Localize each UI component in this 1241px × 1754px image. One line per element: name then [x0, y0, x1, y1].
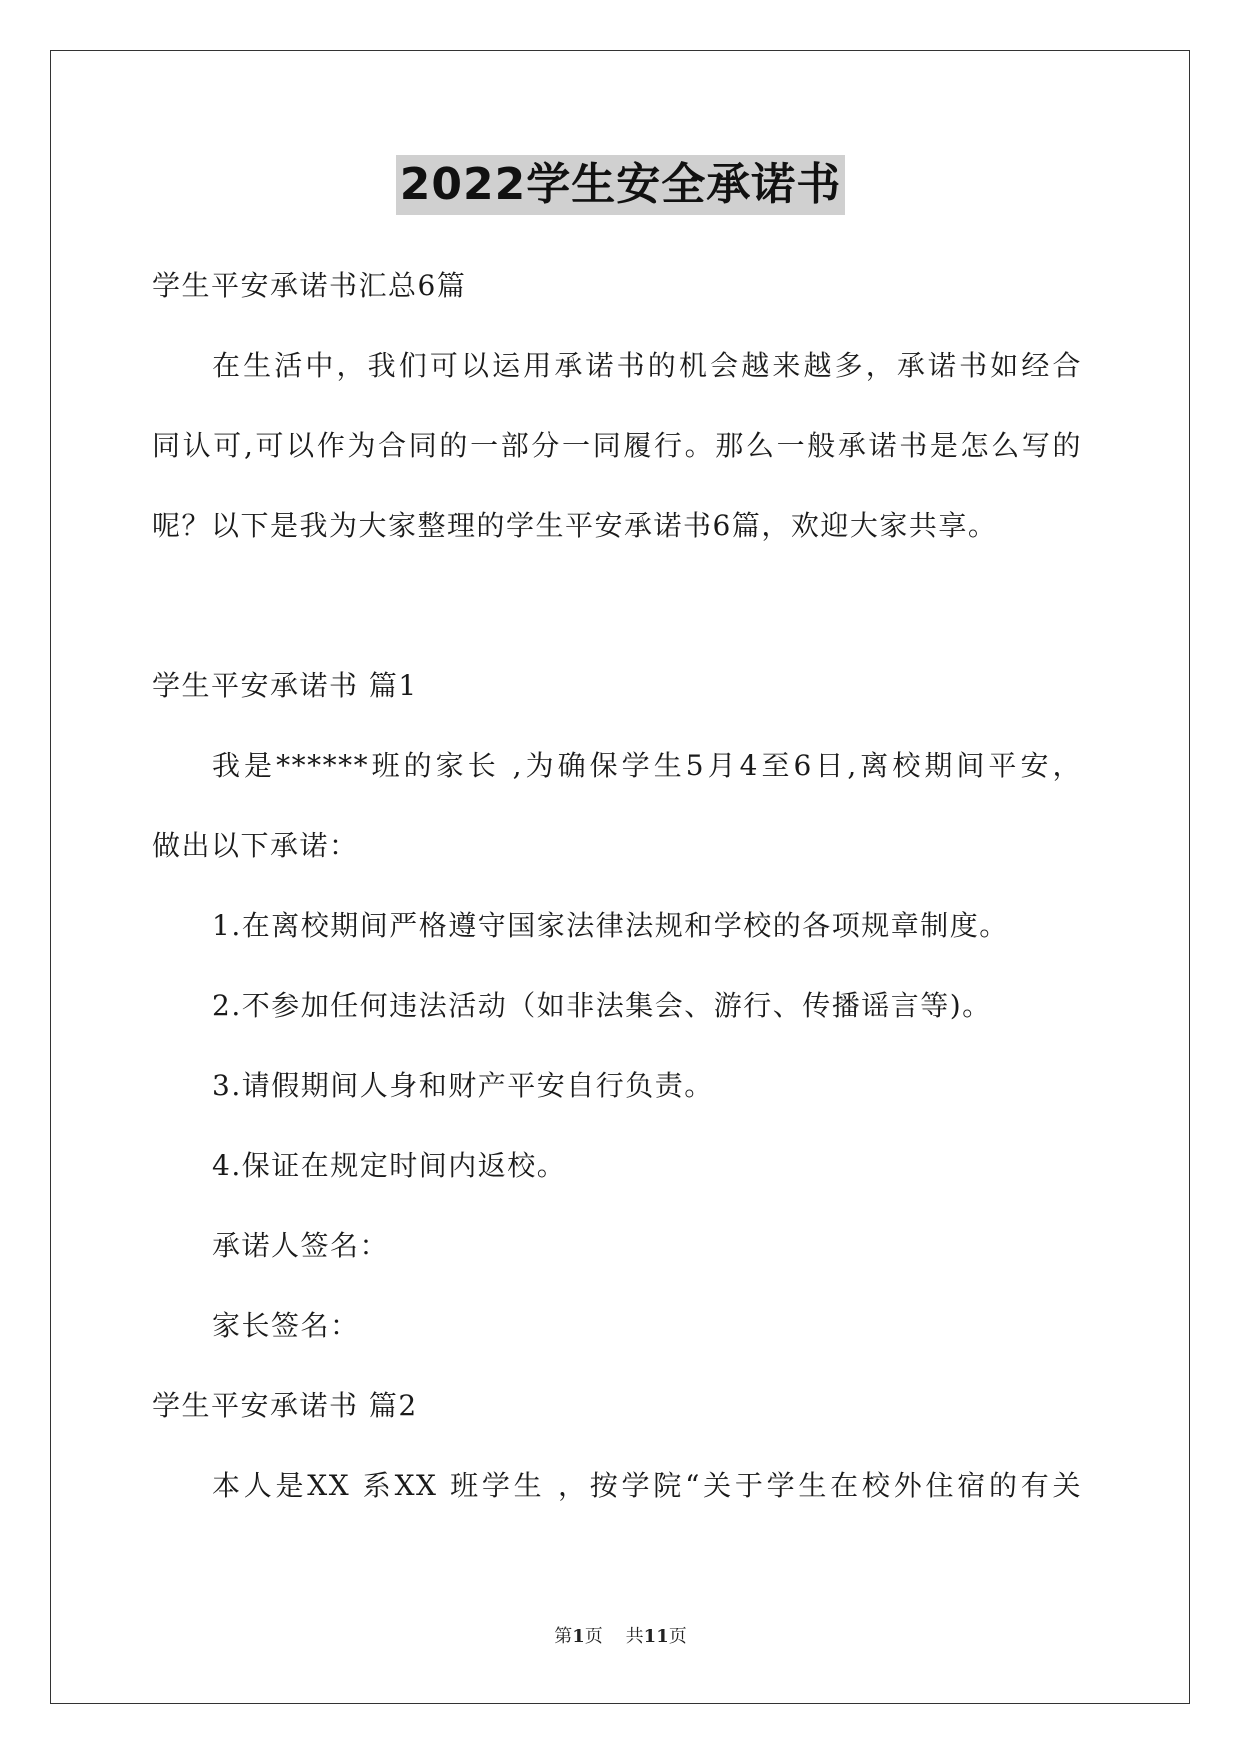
intro-paragraph-line: 呢？以下是我为大家整理的学生平安承诺书6篇，欢迎大家共享。: [152, 509, 998, 542]
footer-total-pages: 11: [643, 1626, 669, 1647]
pledge-item: 4.保证在规定时间内返校。: [212, 1149, 567, 1182]
pledger-signature-label: 承诺人签名：: [212, 1229, 390, 1262]
footer-page-number: 1: [572, 1626, 585, 1647]
section1-paragraph-line: 做出以下承诺：: [152, 829, 359, 862]
footer-total-prefix: 共: [625, 1626, 644, 1647]
document-title: 2022学生安全承诺书: [396, 155, 845, 215]
summary-heading: 学生平安承诺书汇总6篇: [152, 269, 467, 302]
page-footer: [0, 1622, 1241, 1648]
footer-page-prefix: 第: [554, 1626, 573, 1647]
footer-total-suffix: 页: [668, 1626, 687, 1647]
pledge-item: 1.在离校期间严格遵守国家法律法规和学校的各项规章制度。: [212, 909, 1009, 942]
intro-paragraph-line: 同认可,可以作为合同的一部分一同履行。那么一般承诺书是怎么写的: [152, 429, 1082, 462]
pledge-item: 2.不参加任何违法活动（如非法集会、游行、传播谣言等)。: [212, 989, 992, 1022]
title-container: [0, 155, 1241, 215]
pledge-item: 3.请假期间人身和财产平安自行负责。: [212, 1069, 714, 1102]
section1-paragraph-line: 我是******班的家长 ,为确保学生5月4至6日,离校期间平安，: [212, 749, 1082, 782]
section2-paragraph-line: 本人是XX 系XX 班学生 ，按学院“关于学生在校外住宿的有关: [212, 1469, 1082, 1502]
parent-signature-label: 家长签名：: [212, 1309, 360, 1342]
section-heading-2: 学生平安承诺书 篇2: [152, 1389, 418, 1422]
intro-paragraph-line: 在生活中，我们可以运用承诺书的机会越来越多，承诺书如经合: [212, 349, 1082, 382]
footer-page-suffix: 页: [584, 1626, 603, 1647]
section-heading-1: 学生平安承诺书 篇1: [152, 669, 418, 702]
